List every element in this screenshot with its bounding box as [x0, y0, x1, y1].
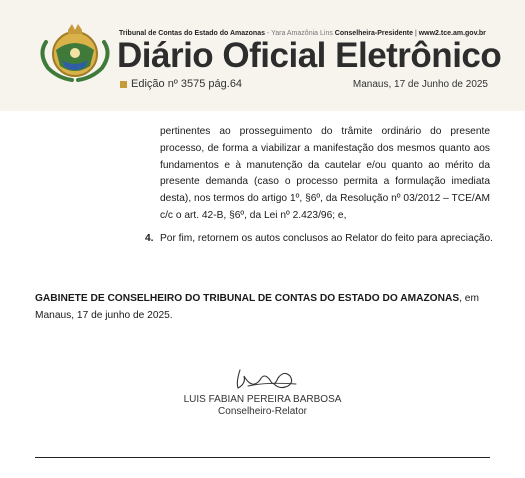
- closing-office: GABINETE DE CONSELHEIRO DO TRIBUNAL DE CONTAS DO ESTADO DO AMAZONAS: [35, 293, 460, 304]
- signer-role: Conselheiro-Relator: [218, 406, 307, 417]
- journal-title: Diário Oficial Eletrônico: [117, 36, 502, 75]
- president-name: Yara Amazônia Lins: [271, 30, 333, 37]
- item-4-number: 4.: [145, 233, 154, 244]
- closing-statement: [35, 290, 490, 324]
- publication-date: Manaus, 17 de Junho de 2025: [352, 79, 488, 90]
- closing-place-date: , em Manaus, 17 de junho de 2025.: [35, 293, 479, 321]
- separator: -: [264, 30, 272, 37]
- website-link[interactable]: www2.tce.am.gov.br: [418, 30, 486, 37]
- institution-name: Tribunal de Contas do Estado do Amazonas: [119, 30, 265, 37]
- continuation-paragraph: pertinentes ao prosseguimento do trâmite ordinário do presente processo, de forma a viabilizar a manifestação dos mesmos quanto aos fundamentos e à manutenção da cautelar e/ou quanto ao mérito da presente demanda (caso o processo permita a formulação imediata desta), nos termos do artigo 1º, §6º, da Resolução nº 03/2012 – TCE/AM c/c o art. 42-B, §6º, da Lei nº 2.423/96; e,: [160, 126, 490, 221]
- edition-text: Edição nº 3575 pág.64: [131, 78, 243, 90]
- page-divider: [35, 457, 490, 458]
- masthead: [0, 0, 525, 111]
- item-4: [145, 233, 493, 244]
- item-4-text: Por fim, retornem os autos conclusos ao Relator do feito para apreciação.: [160, 233, 493, 244]
- separator: |: [413, 30, 419, 37]
- edition-bullet-icon: [120, 81, 127, 88]
- signer-name: LUIS FABIAN PEREIRA BARBOSA: [183, 394, 342, 405]
- handwritten-signature: [230, 364, 302, 394]
- tce-seal-icon: [38, 20, 112, 84]
- edition-line: [120, 78, 242, 90]
- president-role: Conselheira-Presidente: [334, 30, 413, 37]
